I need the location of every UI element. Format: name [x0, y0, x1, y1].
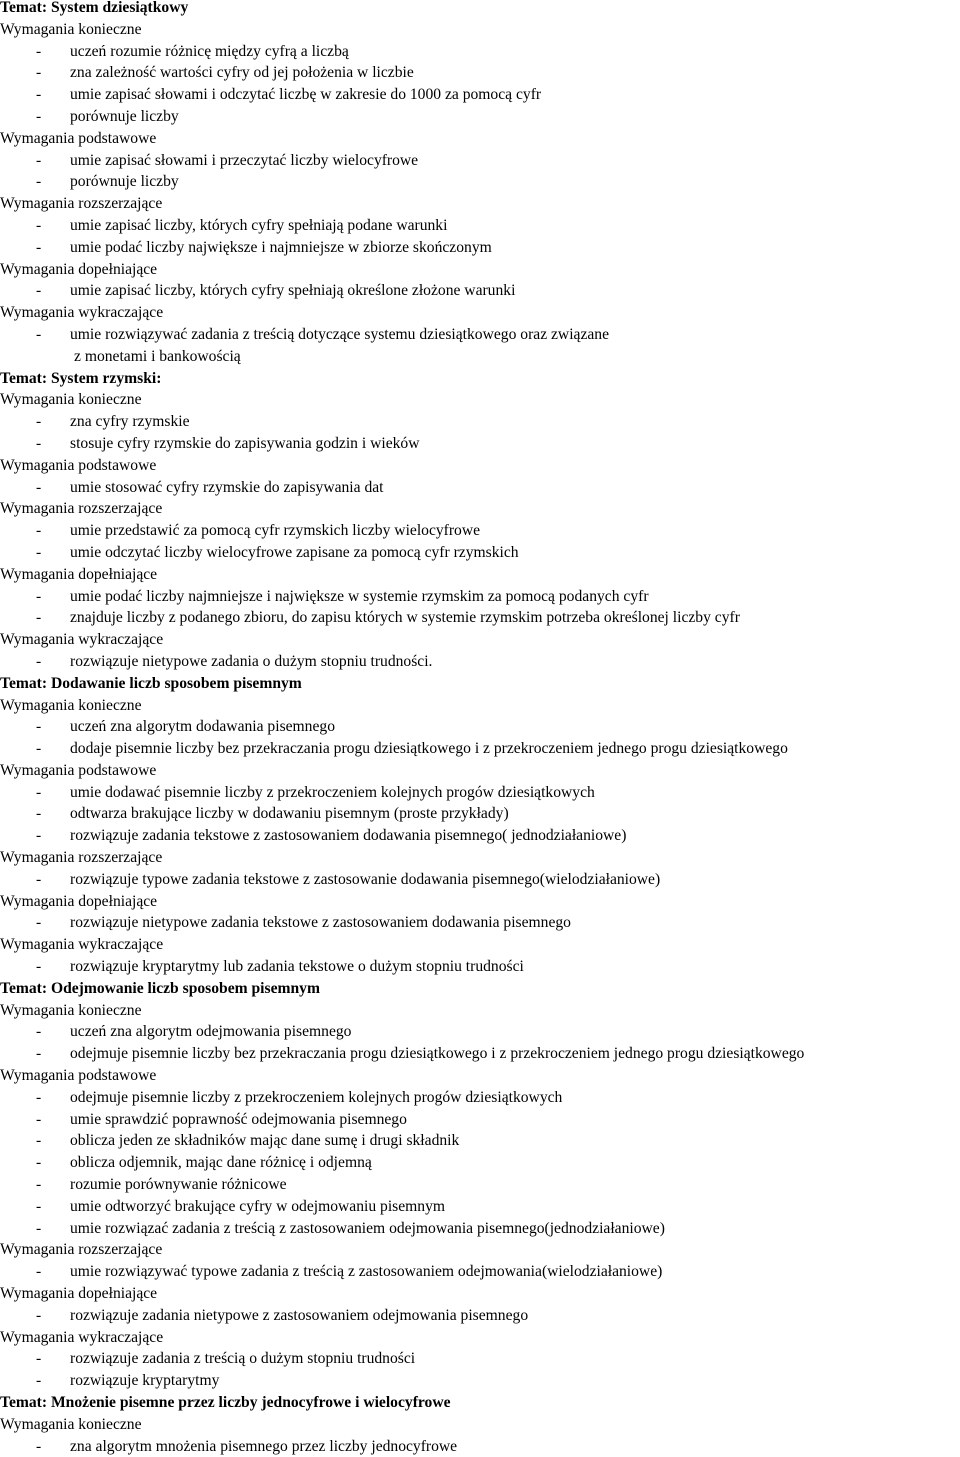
list-item	[0, 1305, 960, 1327]
list-item-text: uczeń zna algorytm odejmowania pisemnego	[70, 1023, 352, 1041]
list-item-text: umie stosować cyfry rzymskie do zapisywania dat	[70, 478, 384, 496]
bullet-dash: -	[36, 1437, 42, 1455]
list-item	[0, 1436, 960, 1457]
requirement-level: Wymagania podstawowe	[0, 129, 157, 147]
list-item-text: rozwiązuje nietypowe zadania tekstowe z zastosowaniem dodawania pisemnego	[70, 914, 571, 932]
list-item	[0, 956, 960, 978]
bullet-dash: -	[36, 86, 42, 104]
list-item	[0, 1218, 960, 1240]
list-item	[0, 1043, 960, 1065]
bullet-dash: -	[36, 413, 42, 431]
list-item-text: odtwarza brakujące liczby w dodawaniu pisemnym (proste przykłady)	[70, 805, 509, 823]
bullet-dash: -	[36, 652, 42, 670]
list-item-text: rozwiązuje nietypowe zadania o dużym stopniu trudności.	[70, 652, 433, 670]
requirement-level: Wymagania rozszerzające	[0, 849, 163, 867]
list-item	[0, 237, 960, 259]
bullet-dash: -	[36, 870, 42, 888]
list-item	[0, 1130, 960, 1152]
list-item	[0, 433, 960, 455]
bullet-dash: -	[36, 151, 42, 169]
section-title: Temat: Dodawanie liczb sposobem pisemnym	[0, 674, 302, 692]
section-title: Temat: System rzymski:	[0, 369, 162, 387]
list-item-text: odejmuje pisemnie liczby bez przekraczania progu dziesiątkowego i z przekroczeniem jednego progu dziesiątkowego	[70, 1045, 805, 1063]
bullet-dash: -	[36, 1306, 42, 1324]
bullet-dash: -	[36, 1132, 42, 1150]
list-item	[0, 651, 960, 673]
list-item-text: umie zapisać liczby, których cyfry spełniają określone złożone warunki	[70, 282, 516, 300]
bullet-dash: -	[36, 1372, 42, 1390]
bullet-dash: -	[36, 914, 42, 932]
bullet-dash: -	[36, 1023, 42, 1041]
list-item	[0, 1261, 960, 1283]
list-item	[0, 41, 960, 63]
bullet-dash: -	[36, 282, 42, 300]
bullet-dash: -	[36, 1197, 42, 1215]
list-item	[0, 1087, 960, 1109]
list-item-text: umie zapisać liczby, których cyfry spełniają podane warunki	[70, 216, 448, 234]
list-item	[0, 716, 960, 738]
requirement-level: Wymagania podstawowe	[0, 456, 157, 474]
list-item-text: umie podać liczby najmniejsze i największe w systemie rzymskim za pomocą podanych cyfr	[70, 587, 649, 605]
requirement-level: Wymagania wykraczające	[0, 1328, 164, 1346]
list-item-text: rozwiązuje kryptarytmy	[70, 1372, 220, 1390]
list-item	[0, 869, 960, 891]
list-item	[0, 825, 960, 847]
list-item-continuation	[0, 346, 960, 368]
section-title: Temat: Mnożenie pisemne przez liczby jednocyfrowe i wielocyfrowe	[0, 1394, 451, 1411]
list-item-text: umie zapisać słowami i przeczytać liczby wielocyfrowe	[70, 151, 419, 169]
list-item-text: rozwiązuje zadania nietypowe z zastosowaniem odejmowania pisemnego	[70, 1306, 529, 1324]
requirement-level: Wymagania rozszerzające	[0, 195, 163, 213]
bullet-dash: -	[36, 325, 42, 343]
list-item-text: oblicza jeden ze składników mając dane sumę i drugi składnik	[70, 1132, 460, 1150]
bullet-dash: -	[36, 958, 42, 976]
list-item	[0, 803, 960, 825]
list-item-text: uczeń zna algorytm dodawania pisemnego	[70, 718, 335, 736]
section-title: Temat: Odejmowanie liczb sposobem pisemnym	[0, 979, 320, 997]
bullet-dash: -	[36, 478, 42, 496]
list-item	[0, 738, 960, 760]
list-item-text: rozwiązuje zadania z treścią o dużym stopniu trudności	[70, 1350, 416, 1368]
bullet-dash: -	[36, 522, 42, 540]
list-item-text: umie odczytać liczby wielocyfrowe zapisane za pomocą cyfr rzymskich	[70, 543, 519, 561]
list-item	[0, 1348, 960, 1370]
bullet-dash: -	[36, 543, 42, 561]
bullet-dash: -	[36, 1045, 42, 1063]
list-item-text: umie podać liczby największe i najmniejsze w zbiorze skończonym	[70, 238, 492, 256]
requirement-level: Wymagania wykraczające	[0, 936, 164, 954]
bullet-dash: -	[36, 740, 42, 758]
bullet-dash: -	[36, 64, 42, 82]
list-item-text-continued: z monetami i bankowością	[74, 347, 241, 365]
requirement-level: Wymagania konieczne	[0, 1415, 142, 1433]
bullet-dash: -	[36, 827, 42, 845]
bullet-dash: -	[36, 1088, 42, 1106]
bullet-dash: -	[36, 238, 42, 256]
list-item-text: oblicza odjemnik, mając dane różnicę i odjemną	[70, 1154, 372, 1172]
list-item-text: rozwiązuje zadania tekstowe z zastosowaniem dodawania pisemnego( jednodziałaniowe)	[70, 827, 627, 845]
list-item	[0, 477, 960, 499]
list-item	[0, 84, 960, 106]
requirement-level: Wymagania rozszerzające	[0, 500, 163, 518]
list-item-text: umie rozwiązywać typowe zadania z treścią z zastosowaniem odejmowania(wielodziałaniowe)	[70, 1263, 663, 1281]
requirement-level: Wymagania dopełniające	[0, 260, 158, 278]
list-item-text: uczeń rozumie różnicę między cyfrą a liczbą	[70, 42, 349, 60]
list-item	[0, 150, 960, 172]
list-item	[0, 1021, 960, 1043]
list-item	[0, 586, 960, 608]
requirement-level: Wymagania wykraczające	[0, 304, 164, 322]
bullet-dash: -	[36, 1350, 42, 1368]
list-item-text: rozumie porównywanie różnicowe	[70, 1176, 287, 1194]
list-item-text: zna cyfry rzymskie	[70, 413, 190, 431]
list-item	[0, 607, 960, 629]
list-item	[0, 411, 960, 433]
list-item	[0, 324, 960, 346]
list-item-text: dodaje pisemnie liczby bez przekraczania progu dziesiątkowego i z przekroczeniem jednego progu dziesiątkowego	[70, 740, 788, 758]
list-item	[0, 520, 960, 542]
list-item	[0, 1174, 960, 1196]
requirement-level: Wymagania konieczne	[0, 391, 142, 409]
list-item	[0, 782, 960, 804]
bullet-dash: -	[36, 609, 42, 627]
list-item-text: znajduje liczby z podanego zbioru, do zapisu których w systemie rzymskim potrzeba określonej liczby cyfr	[70, 609, 740, 627]
list-item	[0, 171, 960, 193]
list-item	[0, 1370, 960, 1392]
bullet-dash: -	[36, 1176, 42, 1194]
list-item-text: zna zależność wartości cyfry od jej położenia w liczbie	[70, 64, 414, 82]
list-item-text: umie odtworzyć brakujące cyfry w odejmowaniu pisemnym	[70, 1197, 446, 1215]
requirement-level: Wymagania rozszerzające	[0, 1241, 163, 1259]
requirement-level: Wymagania podstawowe	[0, 761, 157, 779]
bullet-dash: -	[36, 42, 42, 60]
list-item	[0, 912, 960, 934]
bullet-dash: -	[36, 805, 42, 823]
requirement-level: Wymagania konieczne	[0, 696, 142, 714]
bullet-dash: -	[36, 107, 42, 125]
list-item-text: umie sprawdzić poprawność odejmowania pisemnego	[70, 1110, 407, 1128]
requirement-level: Wymagania konieczne	[0, 20, 142, 38]
list-item-text: umie rozwiązać zadania z treścią z zastosowaniem odejmowania pisemnego(jednodziałaniowe)	[70, 1219, 665, 1237]
section-title: Temat: System dziesiątkowy	[0, 0, 189, 16]
list-item	[0, 280, 960, 302]
bullet-dash: -	[36, 783, 42, 801]
bullet-dash: -	[36, 1110, 42, 1128]
list-item	[0, 1196, 960, 1218]
list-item	[0, 542, 960, 564]
requirement-level: Wymagania wykraczające	[0, 631, 164, 649]
list-item-text: stosuje cyfry rzymskie do zapisywania godzin i wieków	[70, 434, 420, 452]
list-item-text: odejmuje pisemnie liczby z przekroczeniem kolejnych progów dziesiątkowych	[70, 1088, 563, 1106]
list-item-text: umie zapisać słowami i odczytać liczbę w zakresie do 1000 za pomocą cyfr	[70, 86, 542, 104]
requirement-level: Wymagania podstawowe	[0, 1067, 157, 1085]
list-item	[0, 1152, 960, 1174]
list-item-text: zna algorytm mnożenia pisemnego przez liczby jednocyfrowe	[70, 1437, 458, 1455]
bullet-dash: -	[36, 1263, 42, 1281]
requirement-level: Wymagania dopełniające	[0, 565, 158, 583]
bullet-dash: -	[36, 1154, 42, 1172]
bullet-dash: -	[36, 434, 42, 452]
bullet-dash: -	[36, 216, 42, 234]
list-item-text: umie przedstawić za pomocą cyfr rzymskich liczby wielocyfrowe	[70, 522, 481, 540]
requirement-level: Wymagania dopełniające	[0, 892, 158, 910]
bullet-dash: -	[36, 718, 42, 736]
list-item	[0, 62, 960, 84]
list-item-text: rozwiązuje typowe zadania tekstowe z zastosowanie dodawania pisemnego(wielodziałaniowe)	[70, 870, 661, 888]
list-item	[0, 1109, 960, 1131]
bullet-dash: -	[36, 173, 42, 191]
bullet-dash: -	[36, 1219, 42, 1237]
list-item-text: porównuje liczby	[70, 107, 179, 125]
list-item	[0, 106, 960, 128]
list-item-text: umie dodawać pisemnie liczby z przekroczeniem kolejnych progów dziesiątkowych	[70, 783, 595, 801]
list-item-text: rozwiązuje kryptarytmy lub zadania tekstowe o dużym stopniu trudności	[70, 958, 524, 976]
list-item-text: porównuje liczby	[70, 173, 179, 191]
bullet-dash: -	[36, 587, 42, 605]
list-item-text: umie rozwiązywać zadania z treścią dotyczące systemu dziesiątkowego oraz związane	[70, 325, 610, 343]
requirement-level: Wymagania dopełniające	[0, 1285, 158, 1303]
requirement-level: Wymagania konieczne	[0, 1001, 142, 1019]
list-item	[0, 215, 960, 237]
